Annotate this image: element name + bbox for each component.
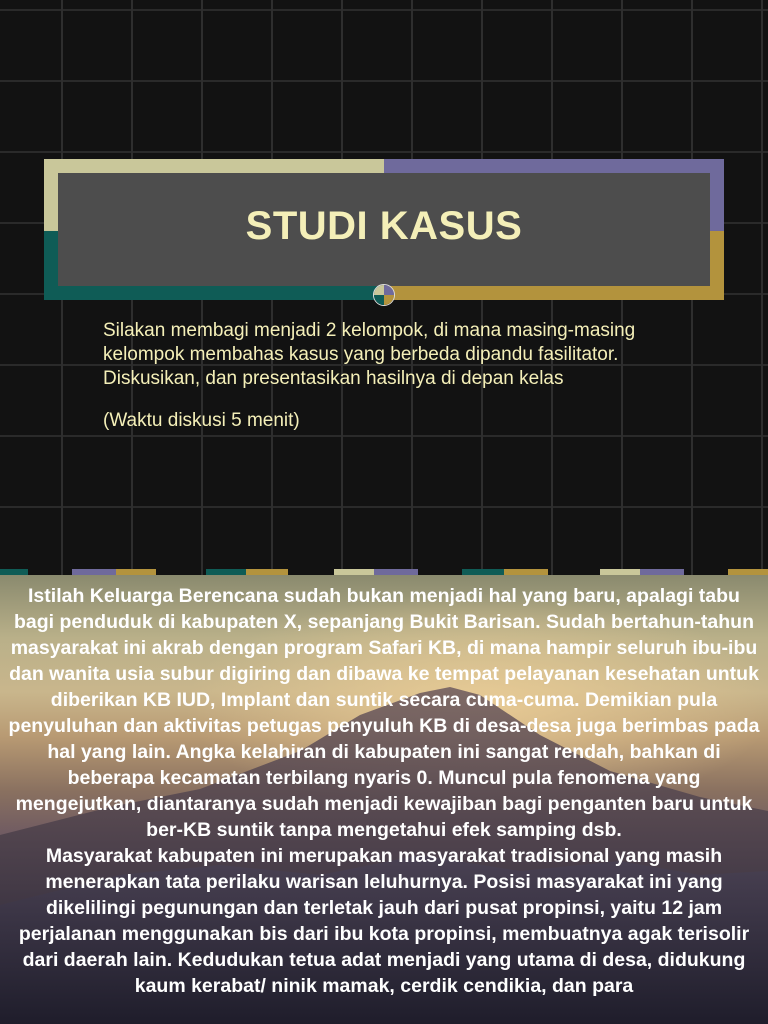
title-frame bbox=[44, 159, 724, 300]
frame-segment bbox=[44, 286, 384, 300]
case-paragraph-1: Istilah Keluarga Berencana sudah bukan menjadi hal yang baru, apalagi tabu bagi penduduk di kabupaten X, sepanjang Bukit Barisan. Sudah bertahun-tahun masyarakat ini akrab dengan program Safari KB, di mana hampir seluruh ibu-ibu dan wanita usia subur digiring dan dibawa ke tempat pelayanan kesehatan untuk diberikan KB IUD, Implant dan suntik secara cuma-cuma. Demikian pula penyuluhan dan aktivitas petugas penyuluh KB di desa-desa juga berimbas pada hal yang lain. Angka kelahiran di kabupaten ini sangat rendah, bahkan di beberapa kecamatan terbilang nyaris 0. Muncul pula fenomena yang mengejutkan, diantaranya sudah menjadi kewajiban bagi penganten baru untuk ber-KB suntik tanpa mengetahui efek samping dsb. bbox=[8, 585, 760, 841]
frame-segment bbox=[710, 159, 724, 231]
frame-segment bbox=[44, 159, 58, 231]
frame-segment bbox=[44, 159, 384, 173]
instruction-paragraph: Silakan membagi menjadi 2 kelompok, di mana masing-masing kelompok membahas kasus yang berbeda dipandu fasilitator. Diskusikan, dan presentasikan hasilnya di depan kelas bbox=[103, 320, 636, 389]
frame-segment bbox=[384, 159, 724, 173]
time-note: (Waktu diskusi 5 menit) bbox=[103, 410, 300, 431]
instruction-text-block bbox=[103, 319, 683, 433]
case-paragraph-2: Masyarakat kabupaten ini merupakan masyarakat tradisional yang masih menerapkan tata perilaku warisan leluhurnya. Posisi masyarakat ini yang dikelilingi pegunungan dan terletak jauh dari pusat propinsi, yaitu 12 jam perjalanan menggunakan bis dari ibu kota propinsi, membuatnya agak terisolir dari daerah lain. Kedudukan tetua adat menjadi yang utama di desa, didukung kaum kerabat/ ninik mamak, cerdik cendikia, dan para bbox=[18, 845, 750, 997]
slide-case-description bbox=[0, 575, 768, 1024]
frame-knot-icon bbox=[373, 284, 395, 306]
frame-segment bbox=[384, 286, 724, 300]
title-box bbox=[58, 173, 710, 286]
slide-title: STUDI KASUS bbox=[245, 204, 523, 248]
case-text-block bbox=[6, 583, 762, 999]
